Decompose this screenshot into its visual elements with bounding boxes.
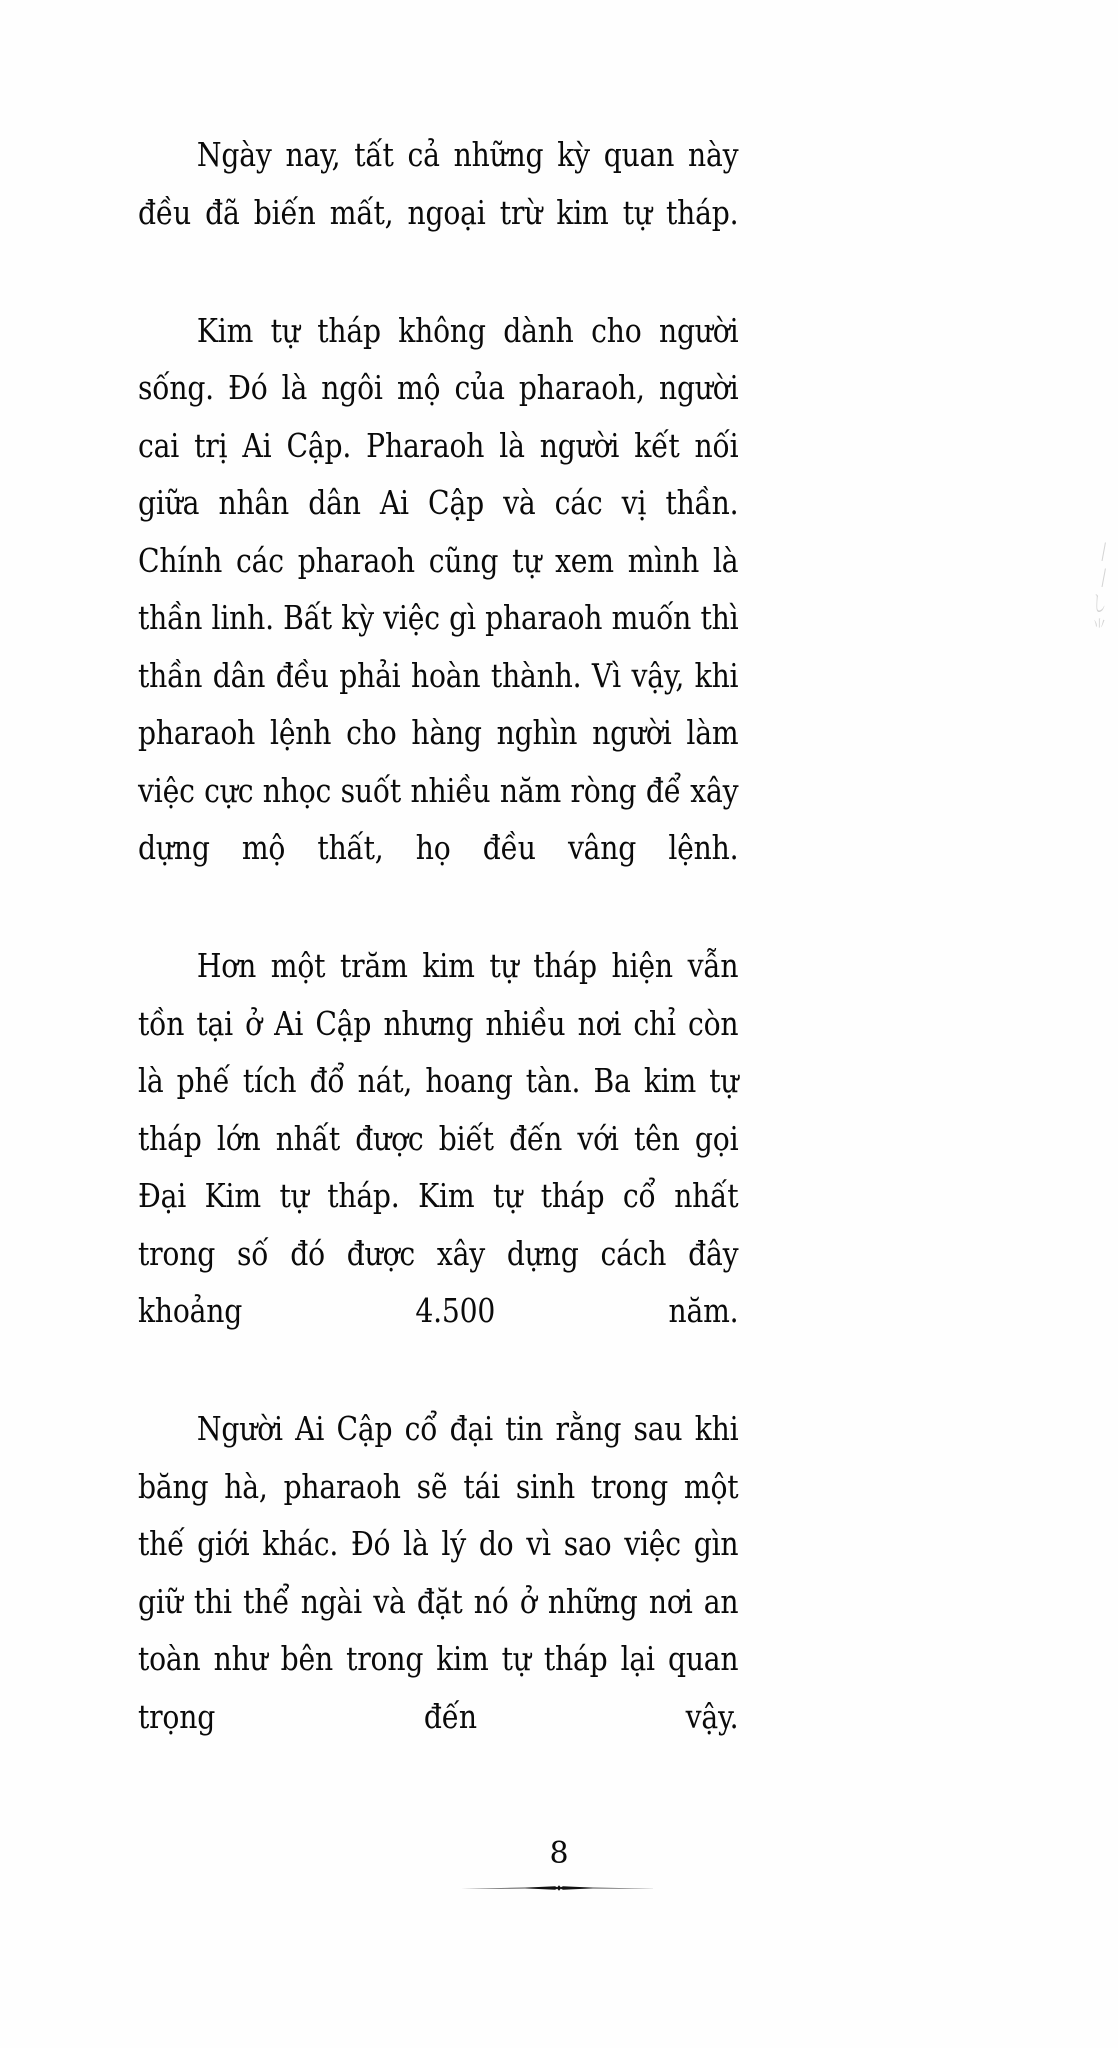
paragraph-3-text: Hơn một trăm kim tự tháp hiện vẫn tồn tại ở Ai Cập nhưng nhiều nơi chỉ còn là phế tích đổ nát, hoang tàn. Ba kim tự tháp lớn nhất được biết đến với tên gọi Đại Kim tự tháp. Kim tự tháp cổ nhất trong số đó được xây dựng cách đây khoảng 4.500 năm. bbox=[138, 946, 739, 1330]
paragraph-4-text: Người Ai Cập cổ đại tin rằng sau khi băng hà, pharaoh sẽ tái sinh trong một thế giới khác. Đó là lý do vì sao việc gìn giữ thi thể ngài và đặt nó ở những nơi an toàn như bên trong kim tự tháp lại quan trọng đến vậy. bbox=[138, 1409, 739, 1736]
page-footer bbox=[0, 1836, 1118, 1895]
paragraph-1 bbox=[138, 126, 738, 299]
margin-mark-4: し bbox=[1092, 592, 1106, 617]
footer-ornament-rule bbox=[459, 1881, 659, 1895]
margin-mark-1: / bbox=[1101, 540, 1106, 565]
margin-mark-5: ⺌ bbox=[1092, 618, 1106, 643]
paragraph-4 bbox=[138, 1400, 738, 1803]
page-number: 8 bbox=[549, 1836, 569, 1871]
paragraph-2-text: Kim tự tháp không dành cho người sống. Đó là ngôi mộ của pharaoh, người cai trị Ai Cập. Pharaoh là người kết nối giữa nhân dân Ai Cập và các vị thần. Chính các pharaoh cũng tự xem mình là thần linh. Bất kỳ việc gì pharaoh muốn thì thần dân đều phải hoàn thành. Vì vậy, khi pharaoh lệnh cho hàng nghìn người làm việc cực nhọc suốt nhiều năm ròng để xây dựng mộ thất, họ đều vâng lệnh. bbox=[138, 310, 739, 867]
margin-mark-2: / bbox=[1101, 566, 1106, 591]
margin-showthrough-marks bbox=[1060, 540, 1106, 660]
tapered-rule-icon bbox=[459, 1881, 659, 1895]
page-text-block bbox=[138, 126, 770, 1803]
paragraph-1-text: Ngày nay, tất cả những kỳ quan này đều đã biến mất, ngoại trừ kim tự tháp. bbox=[138, 135, 739, 232]
paragraph-2 bbox=[138, 302, 738, 935]
paragraph-3 bbox=[138, 937, 738, 1397]
